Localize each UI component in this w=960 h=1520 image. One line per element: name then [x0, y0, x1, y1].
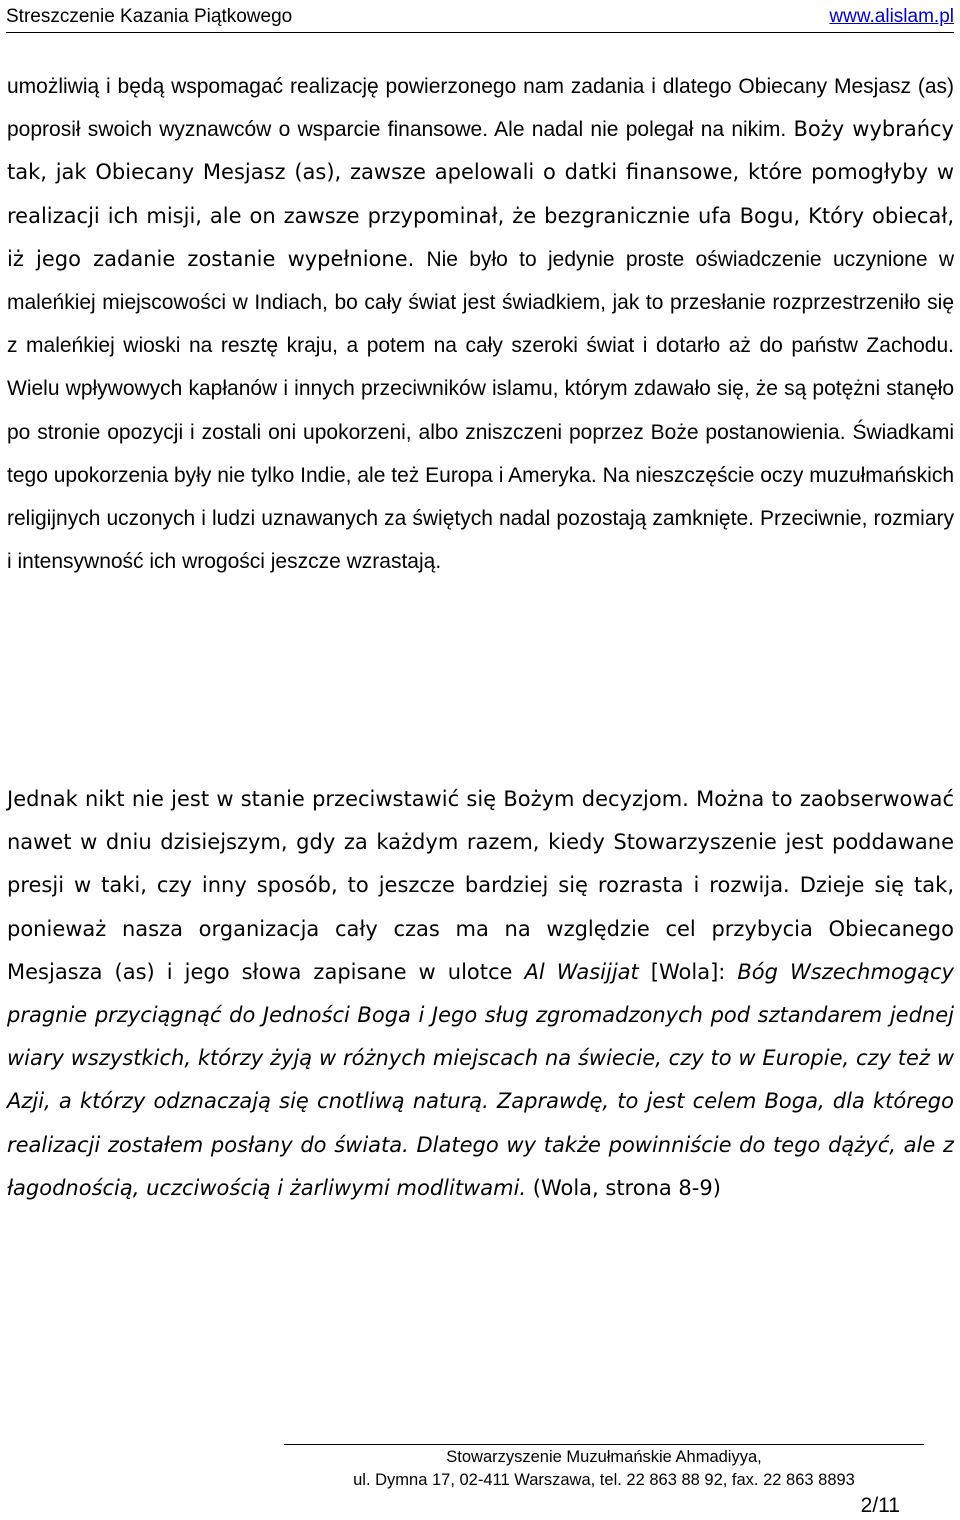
- pamphlet-title: Al Wasijjat: [524, 959, 639, 984]
- paragraph-2-text: Jednak nikt nie jest w stanie przeciwstawić się Bożym decyzjom. Można to zaobserwować nawet w dniu dzisiejszym, gdy za każdym razem, kiedy Stowarzyszenie jest poddawane presji w taki, czy inny sposób, to jeszcze bardziej się rozrasta i rozwija. Dzieje się tak, ponieważ nasza organizacja cały czas ma na względzie cel przybycia Obiecanego Mesjasza (as) i jego słowa zapisane w ulotce: [7, 787, 954, 984]
- footer-organization: Stowarzyszenie Muzułmańskie Ahmadiyya,: [446, 1448, 762, 1466]
- paragraph-1-text-b: Boży wybrańcy tak, jak Obiecany Mesjasz (as), zawsze apelowali o datki finansowe, które pomogłyby w realizacji ich misji, ale on zawsze przypominał, że bezgranicznie ufa Bogu, Który obiecał, iż jego zadanie zostanie wypełnione.: [7, 117, 954, 271]
- website-link[interactable]: www.alislam.pl: [829, 6, 954, 27]
- paragraph-2: [7, 778, 954, 1210]
- paragraph-1-text-a: umożliwią i będą wspomagać realizację powierzonego nam zadania i dlatego Obiecany Mesjasz (as) poprosił swoich wyznawców o wsparcie finansowe. Ale nadal nie polegał na nikim.: [7, 75, 954, 142]
- page-number: 2/11: [860, 1494, 900, 1517]
- quote-text: Bóg Wszechmogący pragnie przyciągnąć do Jedności Boga i Jego sług zgromadzonych pod sztandarem jednej wiary wszystkich, którzy żyją w różnych miejscach na świecie, czy to w Europie, czy też w Azji, a którzy odznaczają się cnotliwą naturą. Zaprawdę, to jest celem Boga, dla którego realizacji zostałem posłany do świata. Dlatego wy także powinniście do tego dążyć, ale z łagodnością, uczciwością i żarliwymi modlitwami.: [7, 959, 954, 1200]
- citation: (Wola, strona 8-9): [526, 1175, 721, 1200]
- paragraph-1-text-c: Nie było to jedynie proste oświadczenie uczynione w maleńkiej miejscowości w Indiach, bo cały świat jest świadkiem, jak to przesłanie rozprzestrzeniło się z maleńkiej wioski na resztę kraju, a potem na cały szeroki świat i dotarło aż do państw Zachodu. Wielu wpływowych kapłanów i innych przeciwników islamu, którym zdawało się, że są potężni stanęło po stronie opozycji i zostali oni upokorzeni, albo zniszczeni poprzez Boże postanowienia. Świadkami tego upokorzenia były nie tylko Indie, ale też Europa i Ameryka. Na nieszczęście oczy muzułmańskich religijnych uczonych i ludzi uznawanych za świętych nadal pozostają zamknięte. Przeciwnie, rozmiary i intensywność ich wrogości jeszcze wzrastają.: [7, 247, 954, 574]
- pamphlet-translation: [Wola]:: [638, 959, 738, 984]
- page-footer: [160, 1446, 960, 1492]
- footer-divider: [284, 1444, 924, 1445]
- footer-address: ul. Dymna 17, 02-411 Warszawa, tel. 22 863 88 92, fax. 22 863 8893: [353, 1471, 855, 1489]
- paragraph-1: [7, 65, 954, 583]
- document-title: Streszczenie Kazania Piątkowego: [6, 6, 293, 27]
- page-header: [6, 4, 954, 33]
